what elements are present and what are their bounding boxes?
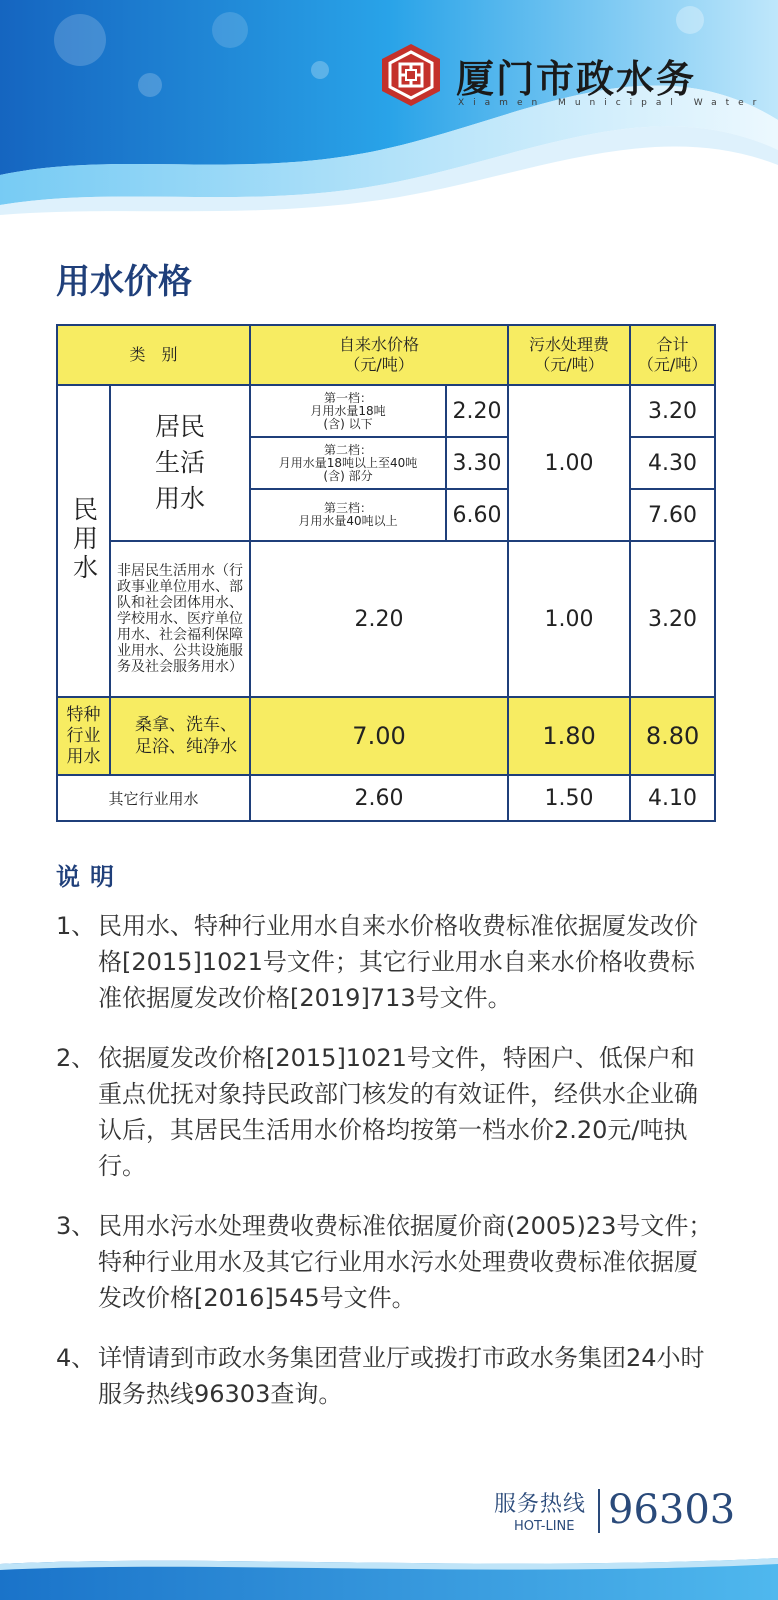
note-number: 4、 <box>56 1344 96 1372</box>
special-industry-desc: 桑拿、洗车、 足浴、纯净水 <box>110 697 250 775</box>
note-item <box>56 1208 716 1316</box>
other-industry-price: 2.60 <box>250 775 508 821</box>
service-hotline <box>494 1485 734 1547</box>
note-text: 详情请到市政水务集团营业厅或拨打市政水务集团24小时服务热线96303查询。 <box>98 1344 705 1408</box>
notes-list <box>56 908 716 1436</box>
note-item <box>56 1340 716 1412</box>
hotline-divider <box>598 1489 600 1533</box>
tier-1-desc: 第一档： 月用水量18吨 (含) 以下 <box>250 385 446 437</box>
note-text: 民用水、特种行业用水自来水价格收费标准依据厦发改价格[2015]1021号文件；其它行业用水自来水价格收费标准依据厦发改价格[2019]713号文件。 <box>98 912 698 1012</box>
residential-sewage-fee: 1.00 <box>508 385 630 541</box>
other-industry-sewage-fee: 1.50 <box>508 775 630 821</box>
header-tap-price: 自来水价格 （元/吨） <box>250 325 508 385</box>
tier-1-price: 2.20 <box>446 385 508 437</box>
header-total: 合计 （元/吨） <box>630 325 715 385</box>
notes-title: 说明 <box>56 863 124 891</box>
hotline-label-en: HOT-LINE <box>514 1519 575 1534</box>
footer-wave-bar <box>0 1554 778 1600</box>
note-text: 依据厦发改价格[2015]1021号文件，特困户、低保户和重点优抚对象持民政部门核发的有效证件，经供水企业确认后，其居民生活用水价格均按第一档水价2.20元/吨执行。 <box>98 1044 698 1180</box>
brand-seal-icon <box>378 42 444 108</box>
brand-name-cn: 厦门市政水务 <box>456 56 697 101</box>
note-text: 民用水污水处理费收费标准依据厦价商(2005)23号文件；特种行业用水及其它行业用水污水处理费收费标准依据厦发改价格[2016]545号文件。 <box>98 1212 713 1312</box>
tier-1-total: 3.20 <box>630 385 715 437</box>
other-industry-total: 4.10 <box>630 775 715 821</box>
hotline-number[interactable]: 96303 <box>608 1487 736 1533</box>
non-residential-total: 3.20 <box>630 541 715 697</box>
special-industry-label: 特种 行业 用水 <box>57 697 110 775</box>
tier-2-desc: 第二档： 月用水量18吨以上至40吨 (含) 部分 <box>250 437 446 489</box>
special-industry-price: 7.00 <box>250 697 508 775</box>
tier-3-price: 6.60 <box>446 489 508 541</box>
header-sewage-fee: 污水处理费 （元/吨） <box>508 325 630 385</box>
note-item <box>56 908 716 1016</box>
note-number: 3、 <box>56 1212 96 1240</box>
brand-name-en: Xiamen Municipal Water <box>458 98 766 108</box>
brand-logo <box>378 42 766 122</box>
note-number: 1、 <box>56 912 96 940</box>
residential-label: 居民 生活 用水 <box>110 385 250 541</box>
note-item <box>56 1040 716 1184</box>
other-industry-label: 其它行业用水 <box>57 775 250 821</box>
water-price-table <box>56 324 716 822</box>
civil-water-cell <box>57 385 110 697</box>
civil-water-label: 民用水 <box>69 495 99 583</box>
tier-3-desc: 第三档： 月用水量40吨以上 <box>250 489 446 541</box>
tier-3-total: 7.60 <box>630 489 715 541</box>
tier-2-total: 4.30 <box>630 437 715 489</box>
non-residential-sewage-fee: 1.00 <box>508 541 630 697</box>
non-residential-price: 2.20 <box>250 541 508 697</box>
tier-2-price: 3.30 <box>446 437 508 489</box>
special-industry-total: 8.80 <box>630 697 715 775</box>
special-industry-sewage-fee: 1.80 <box>508 697 630 775</box>
header-category: 类 别 <box>57 325 250 385</box>
hotline-label-cn: 服务热线 <box>494 1492 587 1517</box>
note-number: 2、 <box>56 1044 96 1072</box>
non-residential-label: 非居民生活用水（行政事业单位用水、部队和社会团体用水、学校用水、医疗单位用水、社会福利保障业用水、公共设施服务及社会服务用水） <box>110 541 250 697</box>
page-title: 用水价格 <box>56 262 192 302</box>
